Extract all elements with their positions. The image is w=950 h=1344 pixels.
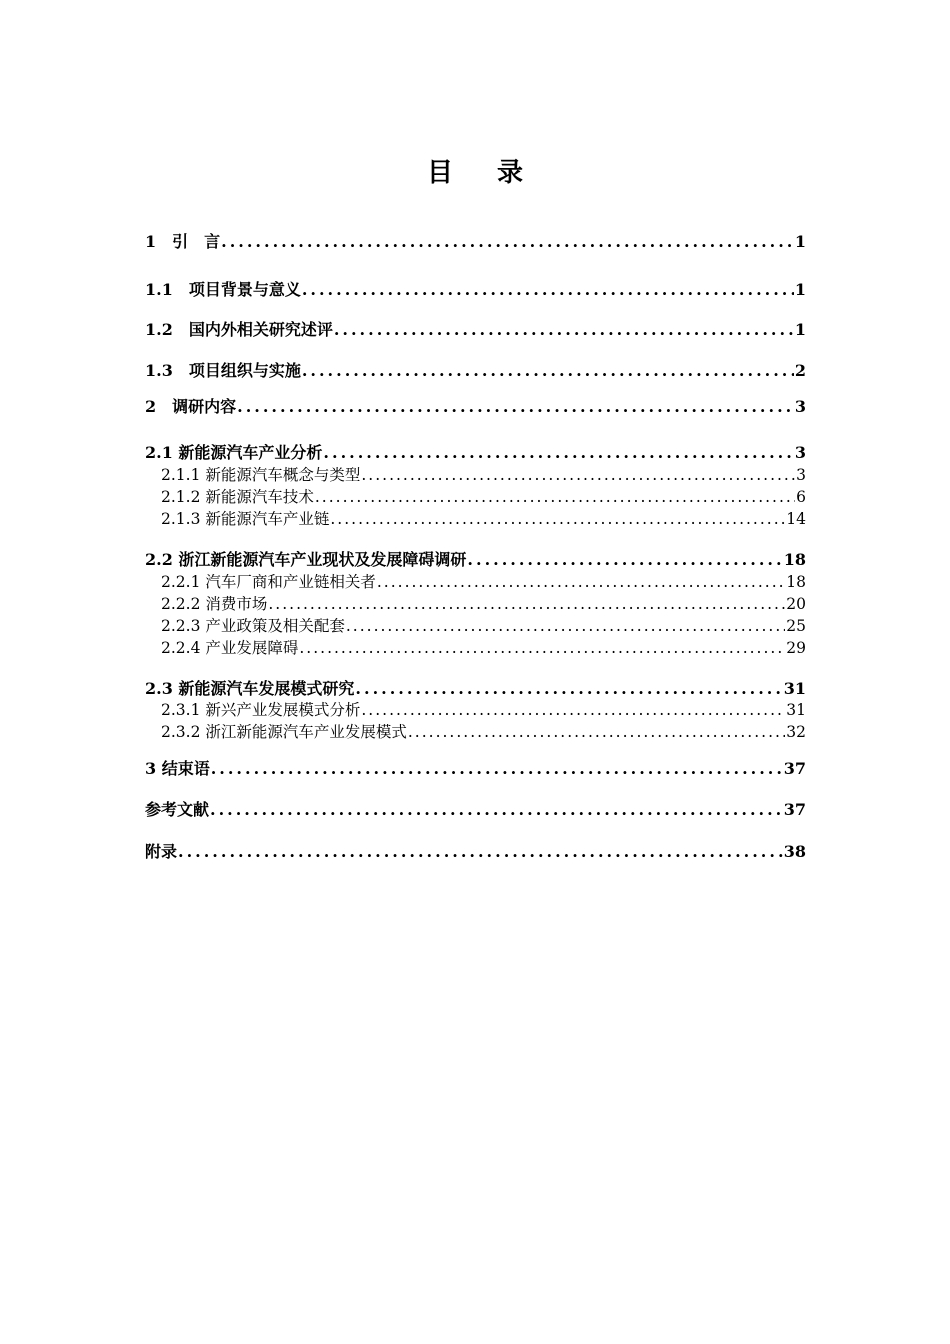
toc-entry-label: 2.2.4 产业发展障碍 bbox=[161, 639, 299, 657]
toc-entry-page: 37 bbox=[783, 759, 806, 778]
toc-entry-label: 1.1 项目背景与意义 bbox=[145, 280, 301, 299]
toc-leader-dots bbox=[299, 638, 785, 658]
toc-entry-page: 2 bbox=[794, 361, 806, 380]
toc-entry-page: 6 bbox=[796, 488, 806, 506]
toc-entry-label: 2.3.1 新兴产业发展模式分析 bbox=[161, 701, 361, 719]
toc-entry-page: 20 bbox=[786, 595, 806, 613]
toc-entry-label: 2.2.1 汽车厂商和产业链相关者 bbox=[161, 573, 376, 591]
page-title-char-1: 目 bbox=[426, 158, 453, 188]
toc-entry-page: 18 bbox=[783, 550, 806, 569]
toc-entry-2-3[interactable] bbox=[145, 678, 806, 700]
toc-entry-label: 2.1.3 新能源汽车产业链 bbox=[161, 510, 330, 528]
toc-entry-2-1-2[interactable] bbox=[161, 487, 806, 507]
toc-entry-label: 2.2.2 消费市场 bbox=[161, 595, 268, 613]
toc-leader-dots bbox=[221, 231, 794, 253]
toc-leader-dots bbox=[178, 841, 783, 863]
toc-entry-label: 2.1.2 新能源汽车技术 bbox=[161, 488, 314, 506]
toc-entry-page: 37 bbox=[783, 800, 806, 819]
toc-entry-page: 29 bbox=[786, 639, 806, 657]
toc-leader-dots bbox=[323, 442, 793, 464]
toc-entry-1-1[interactable] bbox=[145, 279, 806, 301]
toc-entry-label: 1.2 国内外相关研究述评 bbox=[145, 320, 333, 339]
toc-entry-page: 3 bbox=[794, 443, 806, 462]
toc-leader-dots bbox=[302, 279, 794, 301]
toc-leader-dots bbox=[237, 396, 794, 418]
toc-entry-label: 2.2.3 产业政策及相关配套 bbox=[161, 617, 345, 635]
toc-entry-2-2-1[interactable] bbox=[161, 572, 806, 592]
toc-leader-dots bbox=[302, 360, 794, 382]
toc-leader-dots bbox=[346, 616, 785, 636]
toc-leader-dots bbox=[467, 549, 782, 571]
toc-entry-page: 1 bbox=[794, 320, 806, 339]
toc-entry-2-2-2[interactable] bbox=[161, 594, 806, 614]
page-title bbox=[0, 152, 950, 189]
toc-entry-page: 14 bbox=[786, 510, 806, 528]
toc-leader-dots bbox=[377, 572, 785, 592]
toc-entry-label: 附录 bbox=[145, 842, 178, 861]
toc-entry-page: 1 bbox=[794, 280, 806, 299]
toc-entry-references[interactable] bbox=[145, 799, 806, 821]
toc-entry-page: 3 bbox=[796, 466, 806, 484]
toc-leader-dots bbox=[334, 319, 794, 341]
toc-entry-page: 32 bbox=[786, 723, 806, 741]
toc-entry-label: 2.1.1 新能源汽车概念与类型 bbox=[161, 466, 361, 484]
toc-entry-page: 25 bbox=[786, 617, 806, 635]
toc-entry-page: 3 bbox=[794, 397, 806, 416]
toc-leader-dots bbox=[330, 509, 785, 529]
toc-entry-page: 1 bbox=[794, 232, 806, 251]
toc-entry-page: 38 bbox=[783, 842, 806, 861]
toc-entry-3[interactable] bbox=[145, 758, 806, 780]
toc-entry-label: 2 调研内容 bbox=[145, 397, 237, 416]
toc-leader-dots bbox=[315, 487, 795, 507]
toc-entry-2-3-1[interactable] bbox=[161, 700, 806, 720]
toc-entry-1-2[interactable] bbox=[145, 319, 806, 341]
toc-leader-dots bbox=[355, 678, 782, 700]
page-title-char-2: 录 bbox=[497, 158, 524, 188]
toc-entry-label: 1 引 言 bbox=[145, 232, 221, 251]
toc-entry-page: 31 bbox=[786, 701, 806, 719]
toc-entry-label: 1.3 项目组织与实施 bbox=[145, 361, 301, 380]
toc-entry-2-3-2[interactable] bbox=[161, 722, 806, 742]
toc-entry-2-1-3[interactable] bbox=[161, 509, 806, 529]
toc-entry-page: 18 bbox=[786, 573, 806, 591]
toc-entry-introduction[interactable] bbox=[145, 231, 806, 253]
toc-entry-label: 2.1 新能源汽车产业分析 bbox=[145, 443, 323, 462]
toc-entry-2-2[interactable] bbox=[145, 549, 806, 571]
toc-leader-dots bbox=[361, 465, 795, 485]
toc-entry-2-2-3[interactable] bbox=[161, 616, 806, 636]
toc-leader-dots bbox=[210, 799, 783, 821]
toc-leader-dots bbox=[361, 700, 785, 720]
toc-entry-page: 31 bbox=[783, 679, 806, 698]
toc-entry-label: 3 结束语 bbox=[145, 759, 210, 778]
toc-entry-1-3[interactable] bbox=[145, 360, 806, 382]
toc-entry-2-1-1[interactable] bbox=[161, 465, 806, 485]
toc-leader-dots bbox=[211, 758, 783, 780]
toc-entry-2[interactable] bbox=[145, 396, 806, 418]
toc-entry-appendix[interactable] bbox=[145, 841, 806, 863]
toc-entry-label: 2.2 浙江新能源汽车产业现状及发展障碍调研 bbox=[145, 550, 467, 569]
toc-entry-label: 参考文献 bbox=[145, 800, 210, 819]
toc-entry-label: 2.3.2 浙江新能源汽车产业发展模式 bbox=[161, 723, 407, 741]
toc-leader-dots bbox=[408, 722, 785, 742]
toc-entry-2-2-4[interactable] bbox=[161, 638, 806, 658]
toc-leader-dots bbox=[268, 594, 785, 614]
toc-entry-label: 2.3 新能源汽车发展模式研究 bbox=[145, 679, 355, 698]
toc-entry-2-1[interactable] bbox=[145, 442, 806, 464]
